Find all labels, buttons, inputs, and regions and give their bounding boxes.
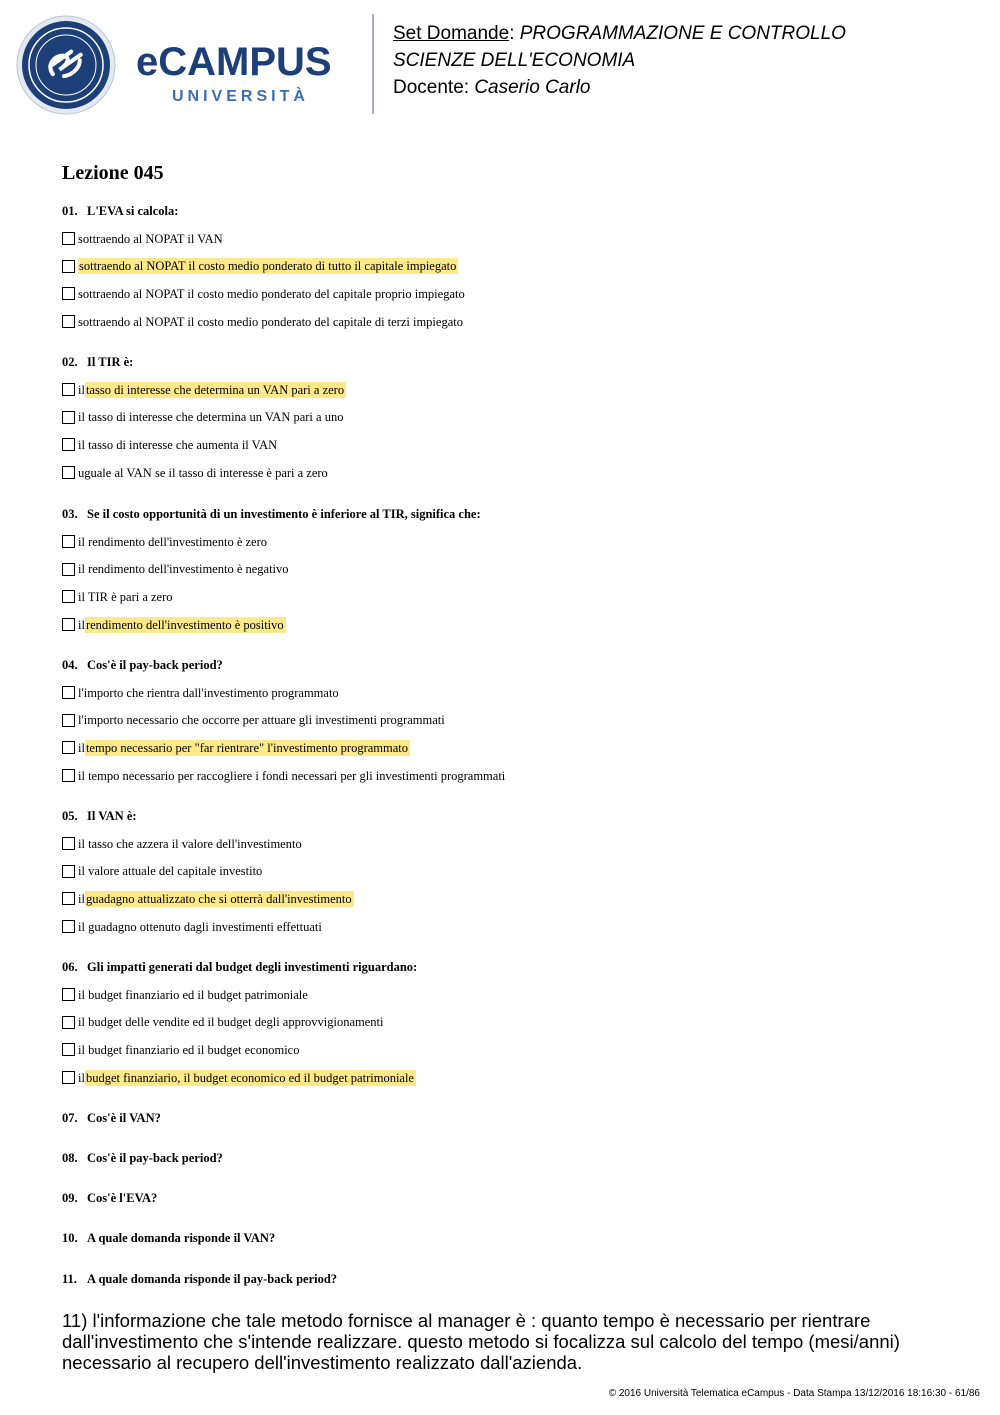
answer-checkbox[interactable] (62, 232, 75, 245)
answer-checkbox[interactable] (62, 865, 75, 878)
answer-checkbox[interactable] (62, 988, 75, 1001)
set-label: Set Domande (393, 23, 510, 44)
answer-checkbox[interactable] (62, 438, 75, 451)
question-1 (62, 203, 178, 219)
answer-checkbox[interactable] (62, 1016, 75, 1029)
question-text: Cos'è l'EVA? (87, 1191, 158, 1205)
question-number: 05. (62, 809, 78, 823)
answer-option (62, 987, 308, 1003)
answer-checkbox[interactable] (62, 892, 75, 905)
question-text: Cos'è il pay-back period? (87, 1151, 223, 1165)
question-number: 06. (62, 960, 78, 974)
answer-option (62, 836, 302, 852)
question-number: 04. (62, 658, 78, 672)
teacher-label: Docente: (393, 77, 475, 98)
question-text: Gli impatti generati dal budget degli investimenti riguardano: (87, 960, 418, 974)
logo-wordmark: eCAMPUS (136, 40, 332, 84)
lesson-title: Lezione 045 (62, 162, 164, 184)
answer-option (62, 685, 339, 701)
highlighted-correct-answer: rendimento dell'investimento è positivo (85, 617, 284, 632)
option-text: il budget finanziario ed il budget economico (78, 1042, 300, 1057)
question-3 (62, 506, 481, 522)
question-number: 11. (62, 1272, 77, 1286)
option-text: il budget delle vendite ed il budget degli approvvigionamenti (78, 1015, 384, 1030)
question-5 (62, 808, 137, 824)
answer-checkbox[interactable] (62, 1071, 75, 1084)
question-number: 09. (62, 1191, 78, 1205)
answer-option (62, 768, 505, 784)
answer-checkbox[interactable] (62, 590, 75, 603)
option-text: il (78, 891, 85, 906)
option-text: il (78, 382, 85, 397)
option-text: l'importo necessario che occorre per attuare gli investimenti programmati (78, 713, 445, 728)
logo-subtitle: UNIVERSITÀ (172, 88, 309, 105)
option-text: il rendimento dell'investimento è zero (78, 534, 268, 549)
option-text: il tempo necessario per raccogliere i fondi necessari per gli investimenti programmati (78, 768, 506, 783)
question-text: A quale domanda risponde il VAN? (87, 1231, 276, 1245)
header-teacher-line (393, 77, 590, 99)
highlighted-correct-answer: tempo necessario per "far rientrare" l'investimento programmato (85, 740, 409, 755)
answer-checkbox[interactable] (62, 618, 75, 631)
answer-option (62, 465, 328, 481)
answer-checkbox[interactable] (62, 535, 75, 548)
answer-checkbox[interactable] (62, 1043, 75, 1056)
set-separator: : (509, 23, 520, 44)
answer-option (62, 891, 354, 907)
answer-checkbox[interactable] (62, 741, 75, 754)
question-number: 02. (62, 355, 78, 369)
option-text: il tasso di interesse che aumenta il VAN (78, 437, 278, 452)
answer-checkbox[interactable] (62, 411, 75, 424)
answer-option (62, 258, 458, 274)
option-text: sottraendo al NOPAT il costo medio ponderato del capitale di terzi impiegato (78, 314, 463, 329)
answer-option (62, 712, 445, 728)
highlighted-correct-answer: budget finanziario, il budget economico ed il budget patrimoniale (85, 1070, 414, 1085)
ecampus-logo-icon (16, 15, 116, 115)
question-11 (62, 1271, 337, 1287)
answer-checkbox[interactable] (62, 769, 75, 782)
answer-option (62, 1070, 416, 1086)
answer-checkbox[interactable] (62, 920, 75, 933)
answer-option (62, 314, 463, 330)
page-header (0, 0, 1000, 130)
header-divider (372, 14, 374, 114)
page-footer: © 2016 Università Telematica eCampus - Data Stampa 13/12/2016 18:16:30 - 61/86 (608, 1388, 980, 1399)
answer-option (62, 863, 262, 879)
question-text: A quale domanda risponde il pay-back period? (87, 1272, 338, 1286)
header-course-line-1 (393, 23, 846, 45)
answer-checkbox[interactable] (62, 563, 75, 576)
option-text: il (78, 1070, 85, 1085)
option-text: il (78, 740, 85, 755)
option-text: il rendimento dell'investimento è negativo (78, 562, 289, 577)
course-title-part-2: SCIENZE DELL'ECONOMIA (393, 50, 636, 71)
option-text: il tasso che azzera il valore dell'investimento (78, 836, 302, 851)
question-text: L'EVA si calcola: (87, 204, 179, 218)
question-text: Il TIR è: (87, 355, 134, 369)
teacher-name: Caserio Carlo (474, 77, 591, 98)
answer-checkbox[interactable] (62, 714, 75, 727)
option-text: sottraendo al NOPAT il VAN (78, 231, 223, 246)
answer-option (62, 534, 267, 550)
option-text: il TIR è pari a zero (78, 589, 173, 604)
question-7 (62, 1110, 161, 1126)
question-8 (62, 1150, 223, 1166)
option-text: il tasso di interesse che determina un VAN pari a uno (78, 410, 344, 425)
option-text: il valore attuale del capitale investito (78, 864, 263, 879)
option-text: il budget finanziario ed il budget patrimoniale (78, 987, 308, 1002)
answer-option (62, 589, 173, 605)
highlighted-correct-answer: sottraendo al NOPAT il costo medio ponderato di tutto il capitale impiegato (79, 259, 457, 274)
answer-option (62, 740, 410, 756)
highlighted-correct-answer: guadagno attualizzato che si otterrà dall'investimento (85, 891, 352, 906)
answer-option (62, 382, 346, 398)
option-text: il (78, 617, 85, 632)
option-text: uguale al VAN se il tasso di interesse è pari a zero (78, 465, 328, 480)
option-text: l'importo che rientra dall'investimento programmato (78, 685, 339, 700)
question-4 (62, 657, 223, 673)
question-text: Cos'è il VAN? (87, 1111, 161, 1125)
option-text: il guadagno ottenuto dagli investimenti effettuati (78, 919, 322, 934)
answer-option (62, 617, 286, 633)
question-text: Cos'è il pay-back period? (87, 658, 223, 672)
answer-option (62, 231, 223, 247)
question-number: 08. (62, 1151, 78, 1165)
answer-checkbox[interactable] (62, 315, 75, 328)
question-number: 01. (62, 204, 78, 218)
answer-checkbox[interactable] (62, 837, 75, 850)
question-text: Il VAN è: (87, 809, 137, 823)
answer-checkbox[interactable] (62, 466, 75, 479)
answer-option (62, 409, 343, 425)
question-number: 03. (62, 507, 78, 521)
question-9 (62, 1190, 157, 1206)
highlighted-correct-answer: tasso di interesse che determina un VAN pari a zero (85, 382, 345, 397)
question-10 (62, 1230, 275, 1246)
question-number: 10. (62, 1231, 78, 1245)
answer-checkbox[interactable] (62, 260, 75, 273)
answer-option (62, 1042, 299, 1058)
option-text: sottraendo al NOPAT il costo medio ponderato del capitale proprio impiegato (78, 286, 465, 301)
answer-checkbox[interactable] (62, 383, 75, 396)
answer-option (62, 561, 289, 577)
answer-option (62, 1014, 383, 1030)
question-2 (62, 354, 133, 370)
question-6 (62, 959, 417, 975)
answer-checkbox[interactable] (62, 686, 75, 699)
answer-option (62, 286, 465, 302)
question-text: Se il costo opportunità di un investimento è inferiore al TIR, significa che: (87, 507, 481, 521)
answer-option (62, 437, 277, 453)
answer-option (62, 919, 322, 935)
course-title-part-1: PROGRAMMAZIONE E CONTROLLO (519, 23, 846, 44)
answer-checkbox[interactable] (62, 287, 75, 300)
question-number: 07. (62, 1111, 78, 1125)
answer-note: 11) l'informazione che tale metodo fornisce al manager è : quanto tempo è necessario per rientrare dall'investimento che s'intende realizzare. questo metodo si focalizza sul calcolo del tempo (mesi/anni) necessario al recupero dell'investimento realizzato dall'azienda. (62, 1310, 900, 1373)
